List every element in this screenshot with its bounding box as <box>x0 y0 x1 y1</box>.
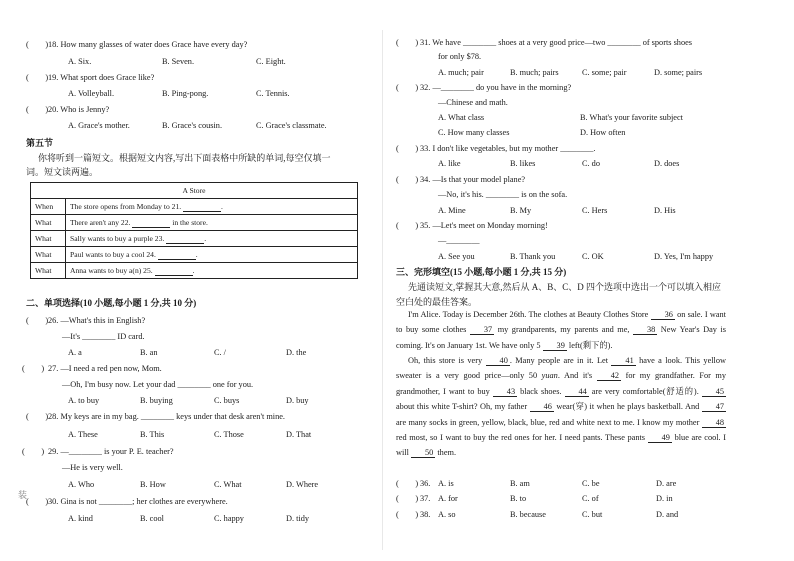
option-b[interactable]: B. What's your favorite subject <box>580 113 683 122</box>
option-c[interactable]: C. but <box>582 510 603 519</box>
option-a[interactable]: A. See you <box>438 252 475 261</box>
answer-paren[interactable]: ( ) <box>22 364 45 373</box>
answer-paren[interactable]: ( ) <box>396 144 419 153</box>
option-d[interactable]: D. are <box>656 479 677 488</box>
option-d[interactable]: D. His <box>654 206 676 215</box>
blank-50[interactable]: 50 <box>411 448 435 458</box>
option-a[interactable]: A. so <box>438 510 456 519</box>
question-sub: —Chinese and math. <box>438 98 508 107</box>
row-label: What <box>31 215 66 231</box>
row-text: Anna wants to buy a(n) 25. <box>70 265 155 275</box>
question-text: 27. —I need a red pen now, Mom. <box>48 364 162 373</box>
row-label: When <box>31 199 66 215</box>
option-b[interactable]: B. My <box>510 206 532 215</box>
blank-41[interactable]: 41 <box>611 356 635 366</box>
blank-40[interactable]: 40 <box>486 356 510 366</box>
option-d[interactable]: D. buy <box>286 396 309 405</box>
option-d[interactable]: D. Where <box>286 480 319 489</box>
option-b[interactable]: B. likes <box>510 159 536 168</box>
option-d[interactable]: D. and <box>656 510 679 519</box>
question-number: 37. <box>420 494 431 503</box>
option-b[interactable]: B. an <box>140 348 158 357</box>
question-text: 33. I don't like vegetables, but my mother ________. <box>420 144 596 153</box>
option-c[interactable]: C. How many classes <box>438 128 510 137</box>
option-b[interactable]: B. much; pairs <box>510 68 559 77</box>
question-sub: —It's ________ ID card. <box>62 332 145 341</box>
option-c[interactable]: C. do <box>582 159 600 168</box>
answer-paren[interactable]: ( ) <box>396 83 419 92</box>
row-text: Paul wants to buy a cool 24. <box>70 249 158 259</box>
answer-paren[interactable]: ( ) <box>396 221 419 230</box>
option-c[interactable]: C. OK <box>582 252 604 261</box>
option-b[interactable]: B. because <box>510 510 546 519</box>
table-row <box>31 247 358 263</box>
row-text: There aren't any 22. <box>70 217 133 227</box>
question-sub: —He is very well. <box>62 463 123 472</box>
option-a[interactable]: A. much; pair <box>438 68 484 77</box>
option-a[interactable]: A. Who <box>68 480 95 489</box>
question-sub: —No, it's his. ________ is on the sofa. <box>438 190 568 199</box>
answer-paren[interactable]: ( ) <box>22 447 45 456</box>
blank-44[interactable]: 44 <box>565 387 589 397</box>
option-d[interactable]: D. does <box>654 159 680 168</box>
section-5-instructions-cont: 词。短文读两遍。 <box>26 167 99 177</box>
option-b[interactable]: B. buying <box>140 396 173 405</box>
option-a[interactable]: A. Six. <box>68 57 92 66</box>
question-text: 34. —Is that your model plane? <box>420 175 526 184</box>
option-b[interactable]: B. to <box>510 494 527 503</box>
option-a[interactable]: A. Grace's mother. <box>68 121 130 130</box>
answer-paren[interactable]: ( ) <box>26 316 49 325</box>
binding-mark: 装 <box>18 490 28 500</box>
row-label: What <box>31 263 66 279</box>
option-a[interactable]: A. Mine <box>438 206 466 215</box>
option-a[interactable]: A. Volleyball. <box>68 89 115 98</box>
blank-42[interactable]: 42 <box>597 371 621 381</box>
question-number: 38. <box>420 510 431 519</box>
option-c[interactable]: C. Tennis. <box>256 89 290 98</box>
option-c[interactable]: C. some; pair <box>582 68 627 77</box>
column-divider <box>382 30 383 550</box>
question-number: 36. <box>420 479 431 488</box>
answer-paren[interactable]: ( ) <box>396 175 419 184</box>
option-a[interactable]: A. These <box>68 430 98 439</box>
option-a[interactable]: A. kind <box>68 514 93 523</box>
answer-paren[interactable]: ( ) <box>26 497 49 506</box>
option-c[interactable]: C. What <box>214 480 242 489</box>
option-b[interactable]: B. am <box>510 479 530 488</box>
option-d[interactable]: D. That <box>286 430 312 439</box>
question-text: 30. Gina is not ________; her clothes are everywhere. <box>48 497 228 506</box>
question-text-cont: for only $78. <box>438 52 482 61</box>
blank-46[interactable]: 46 <box>530 402 554 412</box>
table-row <box>31 231 358 247</box>
option-d[interactable]: D. Yes, I'm happy <box>654 252 714 261</box>
answer-paren[interactable]: ( ) <box>26 412 49 421</box>
question-text: 31. We have ________ shoes at a very good price—two ________ of sports shoes <box>420 38 693 47</box>
option-c[interactable]: C. happy <box>214 514 244 523</box>
option-b[interactable]: B. Seven. <box>162 57 195 66</box>
option-c[interactable]: C. Grace's classmate. <box>256 121 327 130</box>
question-text: 28. My keys are in my bag. ________ keys under that desk aren't mine. <box>48 412 285 421</box>
blank-24[interactable] <box>158 250 196 260</box>
row-text-end: . <box>221 201 223 211</box>
option-c[interactable]: C. Eight. <box>256 57 286 66</box>
option-a[interactable]: A. is <box>438 479 454 488</box>
row-text-end: . <box>195 249 198 259</box>
question-text: 19. What sport does Grace like? <box>48 73 155 82</box>
answer-paren[interactable]: ( ) <box>26 105 49 114</box>
answer-paren[interactable]: ( ) <box>396 510 419 519</box>
option-a[interactable]: A. like <box>438 159 461 168</box>
answer-paren[interactable]: ( ) <box>396 494 419 503</box>
option-b[interactable]: B. Ping-pong. <box>162 89 209 98</box>
row-text-end: in the store. <box>170 217 208 227</box>
answer-paren[interactable]: ( ) <box>26 73 49 82</box>
option-d[interactable]: D. in <box>656 494 673 503</box>
table-title: A Store <box>31 183 358 199</box>
blank-48[interactable]: 48 <box>702 418 726 428</box>
option-c[interactable]: C. be <box>582 479 600 488</box>
question-text: 32. —________ do you have in the morning? <box>420 83 572 92</box>
option-b[interactable]: B. cool <box>140 514 164 523</box>
blank-47[interactable]: 47 <box>702 402 726 412</box>
option-c[interactable]: C. buys <box>214 396 240 405</box>
section-3-instructions-cont: 空白处的最佳答案。 <box>396 297 478 307</box>
blank-38[interactable]: 38 <box>633 325 657 335</box>
question-sub: —________ <box>438 236 480 245</box>
option-a[interactable]: A. for <box>438 494 458 503</box>
section-3-title: 三、完形填空(15 小题,每小题 1 分,共 15 分) <box>396 267 567 277</box>
table-row <box>31 199 358 215</box>
answer-paren[interactable]: ( ) <box>396 38 419 47</box>
question-text: 26. —What's this in English? <box>48 316 146 325</box>
blank-37[interactable]: 37 <box>470 325 494 335</box>
option-c[interactable]: C. Those <box>214 430 244 439</box>
store-table <box>30 182 358 279</box>
blank-43[interactable]: 43 <box>493 387 517 397</box>
blank-23[interactable] <box>166 233 207 244</box>
option-d[interactable]: D. tidy <box>286 514 310 523</box>
table-row <box>31 263 358 279</box>
option-b[interactable]: B. This <box>140 430 165 439</box>
row-text-end: . <box>204 233 207 243</box>
answer-paren[interactable]: ( ) <box>26 40 49 49</box>
blank-21[interactable] <box>183 202 221 212</box>
question-sub: —Oh, I'm busy now. Let your dad ________ one for you. <box>62 380 254 389</box>
blank-22[interactable] <box>132 218 170 228</box>
blank-39[interactable]: 39 <box>543 341 567 351</box>
option-d[interactable]: D. the <box>286 348 307 357</box>
option-d[interactable]: D. How often <box>580 128 626 137</box>
option-a[interactable]: A. to buy <box>68 396 100 405</box>
option-b[interactable]: B. Grace's cousin. <box>162 121 223 130</box>
question-text: 20. Who is Jenny? <box>48 105 110 114</box>
row-label: What <box>31 247 66 263</box>
cloze-paragraph-1: I'm Alice. Today is December 26th. The clothes at Beauty Clothes Store 36 on sale. I want to buy some clothes 37 my grandparents, my parents and me, 38 New Year's Day is coming. It's on January 1st. We have only 5 39 left(剩下的). <box>396 310 726 350</box>
option-b[interactable]: B. Thank you <box>510 252 556 261</box>
blank-36[interactable]: 36 <box>651 310 675 320</box>
section-2-title: 二、单项选择(10 小题,每小题 1 分,共 10 分) <box>26 298 197 308</box>
row-text: Sally wants to buy a purple 23. <box>70 233 167 243</box>
option-d[interactable]: D. some; pairs <box>654 68 703 77</box>
section-5-title: 第五节 <box>26 138 54 148</box>
cloze-paragraph-2: Oh, this store is very 40 . Many people are in it. Let 41 have a look. This yellow sweater is a very good price—only 50 yuan. And it's 42 for my grandfather. For my grandmother, I want to buy 43 black shoes. 44 are very comfortable(舒适的). 45 about this white T-shirt? Oh, my father 46 wear(穿) it when he plays basketball. And 47 are many socks in green, yellow, black, blue, red and white next to me. I know my mother 48 red most, so I want to buy the red ones for her. I need pants. These pants 49 blue are cool. I will 50 them. <box>396 356 727 458</box>
option-b[interactable]: B. How <box>140 480 166 489</box>
option-c[interactable]: C. Hers <box>582 206 608 215</box>
blank-45[interactable]: 45 <box>702 387 726 397</box>
option-a[interactable]: A. a <box>68 348 82 357</box>
row-text: The store opens from Monday to 21. <box>70 201 184 211</box>
blank-49[interactable]: 49 <box>648 433 672 443</box>
option-c[interactable]: C. of <box>582 494 599 503</box>
section-5-instructions: 你将听到一篇短文。根据短文内容,写出下面表格中所缺的单词,每空仅填一 <box>38 153 331 163</box>
option-a[interactable]: A. What class <box>438 113 485 122</box>
table-row <box>31 215 358 231</box>
question-text: 29. —________ is your P. E. teacher? <box>48 447 174 456</box>
answer-paren[interactable]: ( ) <box>396 479 419 488</box>
blank-25[interactable] <box>155 266 193 276</box>
question-text: 35. —Let's meet on Monday morning! <box>420 221 548 230</box>
row-label: What <box>31 231 66 247</box>
section-3-instructions: 先通读短文,掌握其大意,然后从 A、B、C、D 四个选项中选出一个可以填入相应 <box>408 282 722 292</box>
option-c[interactable]: C. / <box>214 348 226 357</box>
row-text-end: . <box>192 265 195 275</box>
question-text: 18. How many glasses of water does Grace have every day? <box>48 40 248 49</box>
